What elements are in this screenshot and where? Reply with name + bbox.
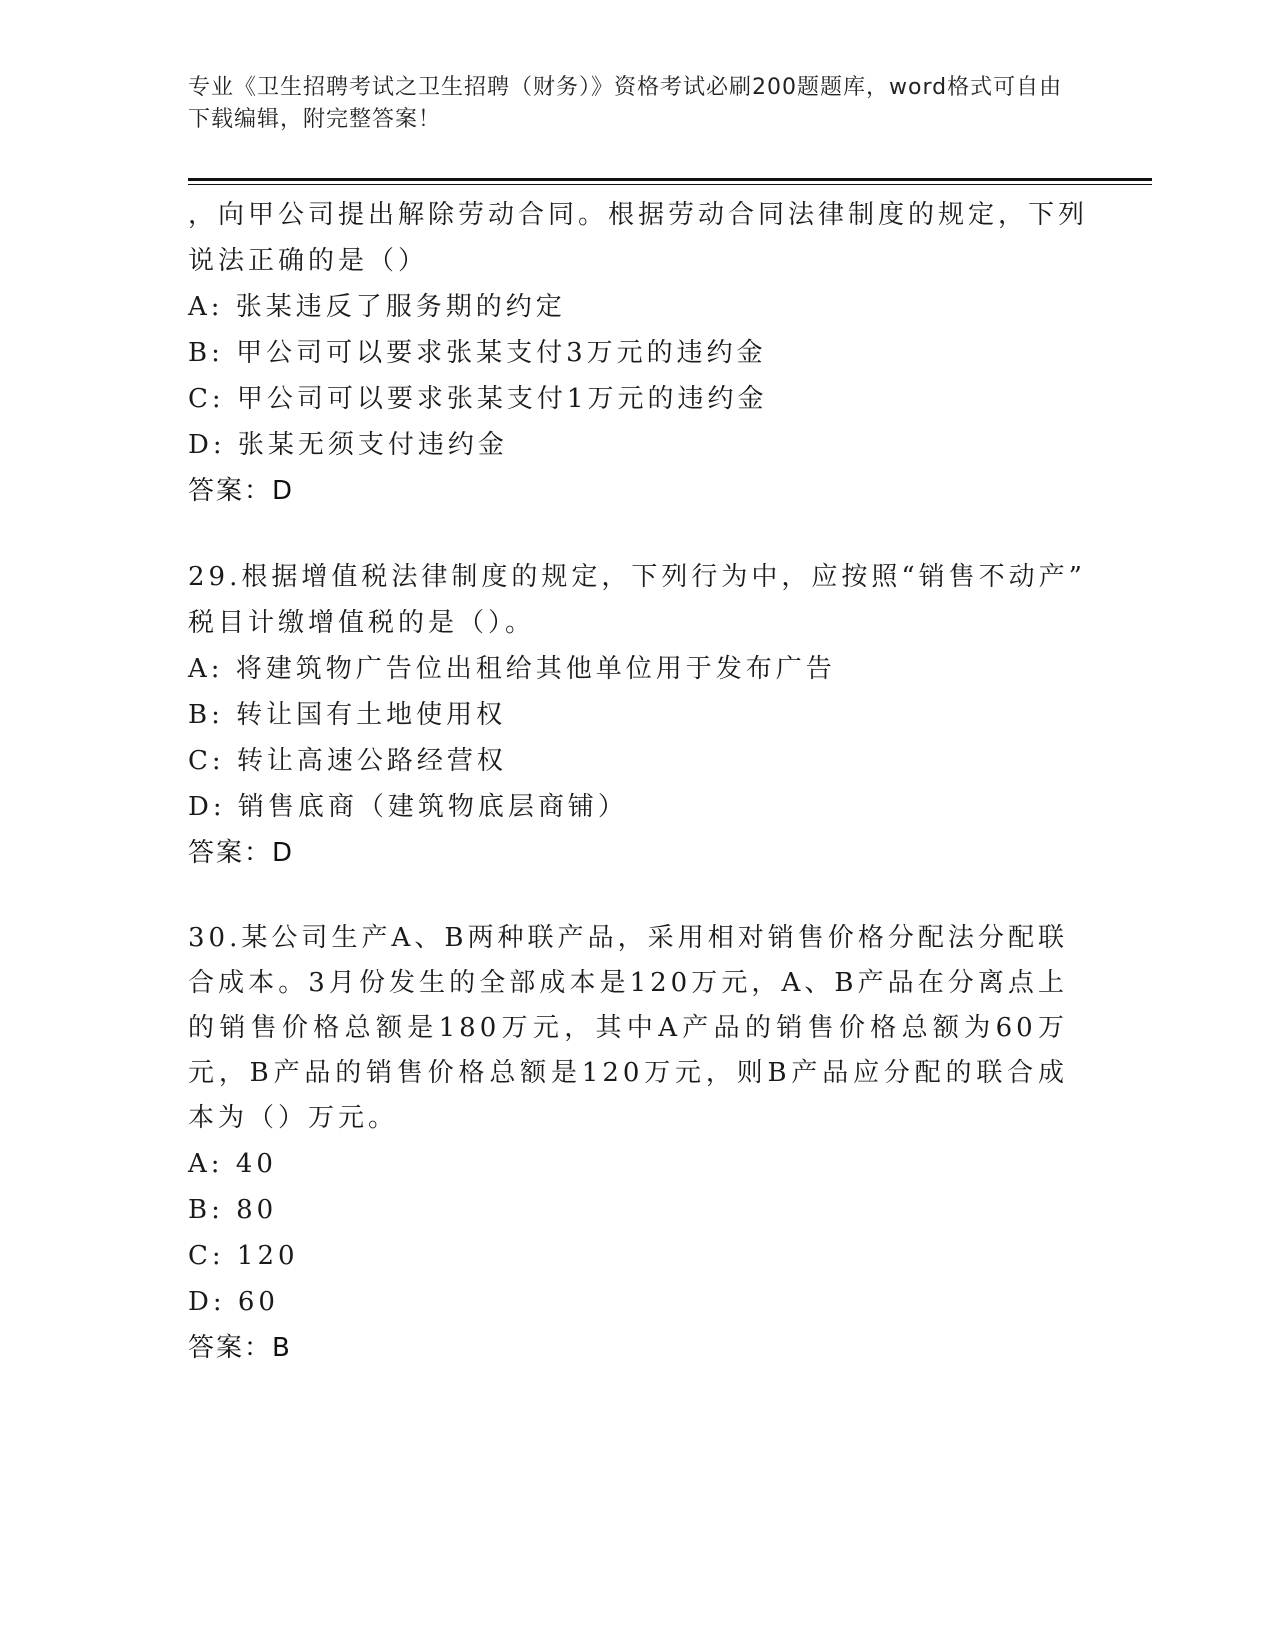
option-d: D: 60 bbox=[188, 1287, 279, 1317]
page-header: 专业《卫生招聘考试之卫生招聘（财务）》资格考试必刷200题题库，word格式可自由下载编辑，附完整答案！ bbox=[188, 75, 1063, 132]
option-a: A: 40 bbox=[188, 1149, 277, 1179]
answer-label: 答案：B bbox=[188, 1333, 292, 1363]
header-rule-thin bbox=[188, 184, 1152, 185]
question-stem-line: 说法正确的是（） bbox=[188, 246, 429, 276]
option-d: D: 销售底商（建筑物底层商铺） bbox=[188, 792, 628, 822]
answer-label: 答案：D bbox=[188, 838, 295, 868]
option-b: B: 转让国有土地使用权 bbox=[188, 700, 507, 730]
option-b: B: 80 bbox=[188, 1195, 278, 1225]
question-stem: 30.某公司生产A、B两种联产品，采用相对销售价格分配法分配联合成本。3月份发生的全部成本是120万元，A、B产品在分离点上的销售价格总额是180万元，其中A产品的销售价格总额为60万元，B产品的销售价格总额是120万元，则B产品应分配的联合成本为（）万元。 bbox=[188, 923, 1068, 1133]
question-30 bbox=[188, 916, 1068, 1371]
option-c: C: 甲公司可以要求张某支付1万元的违约金 bbox=[188, 384, 768, 414]
question-28 bbox=[188, 192, 1089, 514]
question-stem-line: 税目计缴增值税的是（）。 bbox=[188, 608, 536, 638]
option-c: C: 转让高速公路经营权 bbox=[188, 746, 507, 776]
header-rule-thick bbox=[188, 178, 1152, 181]
question-stem-line: ，向甲公司提出解除劳动合同。根据劳动合同法律制度的规定，下列 bbox=[188, 200, 1089, 230]
option-a: A: 张某违反了服务期的约定 bbox=[188, 292, 566, 322]
question-list bbox=[188, 192, 1089, 1371]
option-a: A: 将建筑物广告位出租给其他单位用于发布广告 bbox=[188, 654, 836, 684]
option-b: B: 甲公司可以要求张某支付3万元的违约金 bbox=[188, 338, 767, 368]
option-d: D: 张某无须支付违约金 bbox=[188, 430, 508, 460]
question-29 bbox=[188, 554, 1086, 876]
question-stem-line: 29.根据增值税法律制度的规定，下列行为中，应按照“销售不动产” bbox=[188, 562, 1086, 592]
option-c: C: 120 bbox=[188, 1241, 299, 1271]
answer-label: 答案：D bbox=[188, 476, 295, 506]
